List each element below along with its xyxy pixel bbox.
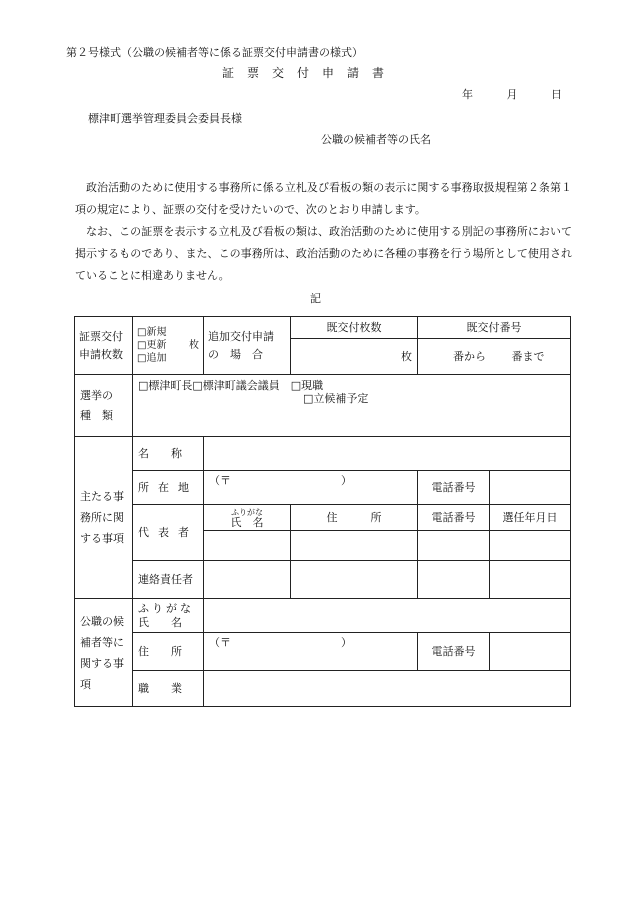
rep-phone-header: 電話番号 bbox=[418, 505, 490, 531]
issued-count-value[interactable]: 枚 bbox=[291, 339, 418, 375]
office-name-label: 名 称 bbox=[133, 437, 204, 471]
election-type-label: 選挙の 種 類 bbox=[75, 375, 133, 437]
rep-name-value[interactable] bbox=[204, 531, 291, 561]
rep-address-value[interactable] bbox=[291, 531, 418, 561]
rep-name-header: ふりがな 氏 名 bbox=[204, 505, 291, 531]
body-paragraph-2: なお、この証票を表示する立札及び看板の類は、政治活動のために使用する別記の事務所において掲示するものであり、また、この事務所は、政治活動のために各種の事務を行う場所として使用されていることに相違ありません。 bbox=[75, 225, 572, 282]
office-section-label: 主たる事務所に関する事項 bbox=[75, 437, 133, 599]
candidate-name-value[interactable] bbox=[204, 599, 571, 633]
sheet-count-options bbox=[133, 317, 204, 375]
office-address-value[interactable]: （〒 ） bbox=[204, 471, 418, 505]
office-phone-label: 電話番号 bbox=[418, 471, 490, 505]
rep-appointed-value[interactable] bbox=[490, 531, 571, 561]
rep-appointed-header: 選任年月日 bbox=[490, 505, 571, 531]
office-name-value[interactable] bbox=[204, 437, 571, 471]
sheet-count-label: 証票交付申請枚数 bbox=[75, 317, 133, 375]
issued-number-value[interactable]: 番から 番まで bbox=[418, 339, 571, 375]
document-title: 証票交付申請書 bbox=[222, 66, 398, 80]
candidate-section-label: 公職の候補者等に関する事項 bbox=[75, 599, 133, 707]
option-add[interactable]: □追加 bbox=[137, 353, 167, 364]
ki-heading: 記 bbox=[310, 292, 321, 305]
date-year: 年 bbox=[462, 88, 473, 101]
candidate-name-label: ふりがな 氏 名 bbox=[133, 599, 204, 633]
contact-label: 連絡責任者 bbox=[133, 561, 204, 599]
candidate-job-value[interactable] bbox=[204, 671, 571, 707]
candidate-job-label: 職 業 bbox=[133, 671, 204, 707]
candidate-phone-value[interactable] bbox=[490, 633, 571, 671]
additional-issue-label: 追加交付申請 の 場 合 bbox=[204, 317, 291, 375]
date-day: 日 bbox=[551, 88, 562, 101]
candidate-address-label: 住 所 bbox=[133, 633, 204, 671]
applicant-label: 公職の候補者等の氏名 bbox=[321, 133, 431, 146]
body-paragraph-1: 政治活動のために使用する事務所に係る立札及び看板の類の表示に関する事務取扱規程第２条第１項の規定により、証票の交付を受けたいので、次のとおり申請します。 bbox=[75, 181, 572, 216]
option-renew[interactable]: □更新 枚 bbox=[137, 340, 199, 351]
issued-count-header: 既交付枚数 bbox=[291, 317, 418, 339]
contact-appointed-value[interactable] bbox=[490, 561, 571, 599]
contact-address-value[interactable] bbox=[291, 561, 418, 599]
addressee: 標津町選挙管理委員会委員長様 bbox=[88, 112, 242, 125]
candidate-phone-label: 電話番号 bbox=[418, 633, 490, 671]
contact-phone-value[interactable] bbox=[418, 561, 490, 599]
representative-label: 代表者 bbox=[133, 505, 204, 561]
rep-phone-value[interactable] bbox=[418, 531, 490, 561]
date-month: 月 bbox=[506, 88, 518, 101]
date-line bbox=[462, 86, 562, 102]
rep-address-header: 住 所 bbox=[291, 505, 418, 531]
form-id: 第２号様式（公職の候補者等に係る証票交付申請書の様式） bbox=[66, 46, 363, 59]
office-phone-value[interactable] bbox=[490, 471, 571, 505]
election-type-options[interactable]: □標津町長□標津町議会議員 □現職 □立候補予定 bbox=[133, 375, 571, 437]
office-address-label: 所在地 bbox=[133, 471, 204, 505]
issued-number-header: 既交付番号 bbox=[418, 317, 571, 339]
application-table bbox=[74, 316, 571, 707]
contact-name-value[interactable] bbox=[204, 561, 291, 599]
candidate-address-value[interactable]: （〒 ） bbox=[204, 633, 418, 671]
body-text bbox=[75, 177, 572, 287]
option-new[interactable]: □新規 bbox=[137, 327, 167, 338]
